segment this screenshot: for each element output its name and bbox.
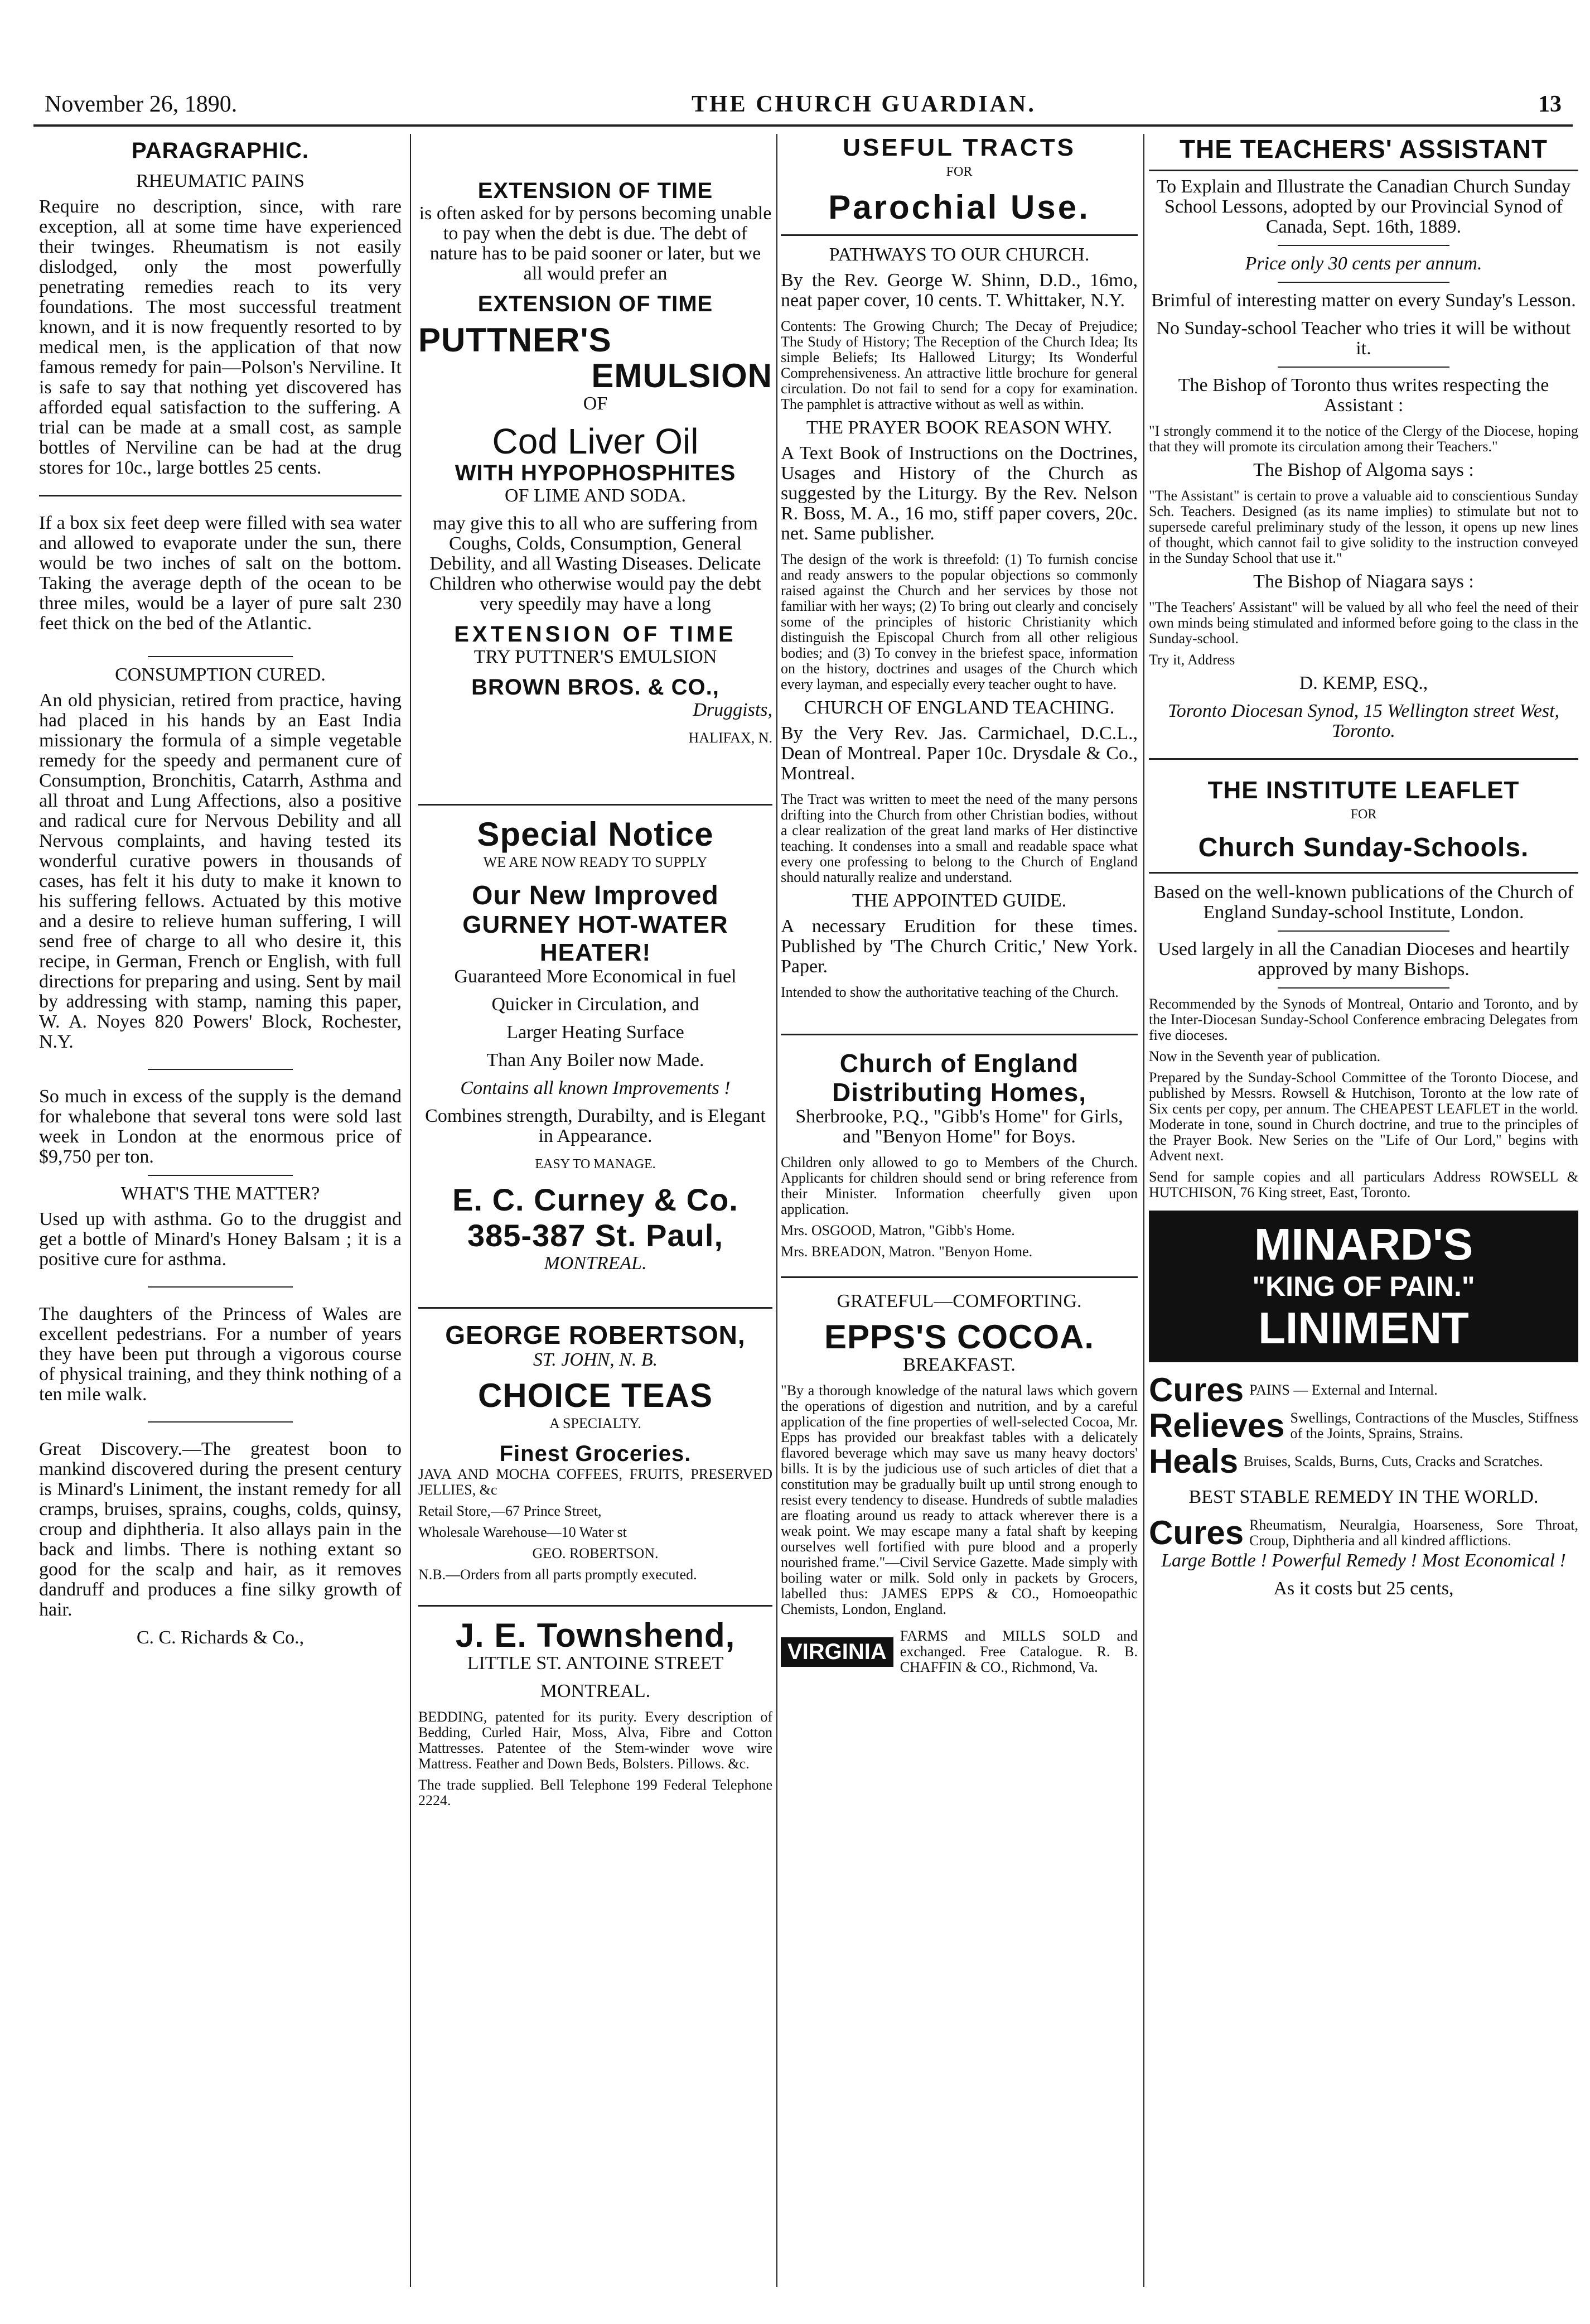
divider (418, 804, 772, 806)
remedy-text: Swellings, Contractions of the Muscles, Stiffness of the Joints, Sprains, Strains. (1290, 1410, 1578, 1441)
remedy-word: Cures (1149, 1371, 1244, 1409)
divider (148, 1175, 293, 1176)
tract-text: By the Very Rev. Jas. Carmichael, D.C.L., Dean of Montreal. Paper 10c. Drysdale & Co., Montreal. (781, 723, 1138, 784)
ad-text: Larger Heating Surface (506, 1022, 684, 1043)
ad-text: The Bishop of Algoma says : (1253, 460, 1474, 480)
ad-text: may give this to all who are suffering from Coughs, Colds, Consumption, General Debility, and all Wasting Diseases. Delicate Children who otherwise would pay the debt very speedily may have a long (429, 513, 761, 614)
remedy-row (1149, 1408, 1578, 1444)
remedy-text: Bruises, Scalds, Burns, Cuts, Cracks and Scratches. (1244, 1453, 1543, 1469)
ad-text: BEDDING, patented for its purity. Every description of Bedding, Curled Hair, Moss, Alva, Fibre and Cotton Mattresses. Patentee of the Stem-winder wove wire Mattress. Feather and Down Beds, Bolsters. Pillows. &c. (418, 1709, 772, 1772)
ad-text: "The Assistant" is certain to prove a valuable aid to conscientious Sunday Sch. Teachers. Designed (as its name implies) to stimulate but not to supersede careful preliminary study of the lesson, it opens up new lines of thought, which cannot fail to give solidity to the instruction conveyed in the Sunday School that use it." (1149, 488, 1578, 566)
address: LITTLE ST. ANTOINE STREET (467, 1653, 724, 1674)
tract-title: CHURCH OF ENGLAND TEACHING. (804, 697, 1115, 718)
ad-heading: Our New Improved (472, 881, 719, 910)
ad-heading: EXTENSION OF TIME (477, 179, 713, 203)
divider (781, 1034, 1138, 1035)
advertiser-name: E. C. Curney & Co. (452, 1182, 738, 1217)
divider (1278, 282, 1449, 283)
article-text: So much in excess of the supply is the demand for whalebone that several tons were sold last week in London at the enormous price of $9,750 per ton. (39, 1086, 402, 1167)
ad-text: Wholesale Warehouse—10 Water st (418, 1524, 627, 1540)
ad-text: EASY TO MANAGE. (535, 1157, 656, 1171)
ad-text: "By a thorough knowledge of the natural laws which govern the operations of digestion and nutrition, and by a careful application of the fine properties of well-selected Cocoa, Mr. Epps has provided our breakfast tables with a delicately flavored beverage which may save us many heavy doctors' bills. It is by the judicious use of such articles of diet that a constitution may be gradually built up until strong enough to resist every tendency to disease. Hundreds of subtle maladies are floating around us ready to attack wherever there is a weak point. We may escape many a fatal shaft by keeping ourselves well fortified with pure blood and a properly nourished frame."—Civil Service Gazette. Made simply with boiling water or milk. Sold only in packets by Grocers, labelled thus: JAMES EPPS & CO., Homoeopathic Chemists, London, England. (781, 1382, 1138, 1617)
ad-text: Toronto Diocesan Synod, 15 Wellington street West, Toronto. (1167, 701, 1560, 741)
section-heading: PARAGRAPHIC. (132, 138, 309, 163)
ad-text: To Explain and Illustrate the Canadian Church Sunday School Lessons, adopted by our Provincial Synod of Canada, Sept. 16th, 1889. (1156, 176, 1571, 237)
ad-text: As it costs but 25 cents, (1273, 1578, 1454, 1599)
remedy-text: PAINS — External and Internal. (1249, 1382, 1438, 1398)
column-ads-1 (418, 134, 772, 2298)
ad-text: Try it, Address (1149, 652, 1235, 668)
remedy-word: Relieves (1149, 1407, 1285, 1444)
divider (1278, 930, 1449, 932)
article-text: An old physician, retired from practice, having had placed in his hands by an East India missionary the formula of a simple vegetable remedy for the speedy and permanent cure of Consumption, Bronchitis, Catarrh, Asthma and all throat and Lung Affections, also a positive and radical cure for Nervous Debility and all Nervous complaints, and having tested its wonderful curative powers in thousands of cases, has felt it his duty to make it known to his suffering fellows. Actuated by this motive and a desire to relieve human suffering, I will send free of charge to all who desire it, this recipe, in German, French or English, with full directions for preparing and using. Sent by mail by addressing with stamp, naming this paper, W. A. Noyes 820 Powers' Block, Rochester, N.Y. (39, 690, 402, 1052)
tract-title: THE PRAYER BOOK REASON WHY. (806, 417, 1113, 438)
divider (39, 495, 402, 496)
ad-text: FARMS and MILLS SOLD and exchanged. Free Catalogue. R. B. CHAFFIN & CO., Richmond, Va. (900, 1628, 1138, 1675)
remedy-word: Heals (1149, 1443, 1239, 1480)
ad-heading: VIRGINIA (781, 1637, 893, 1667)
remedy-row (1149, 1444, 1578, 1479)
ad-text: HALIFAX, N. (688, 730, 772, 746)
ad-text: GRATEFUL—COMFORTING. (837, 1291, 1082, 1312)
ad-text: Used largely in all the Canadian Dioceses and heartily approved by many Bishops. (1158, 939, 1569, 980)
divider (418, 1605, 772, 1607)
advertiser-name: BROWN BROS. & CO., (471, 675, 719, 700)
issue-date: November 26, 1890. (45, 91, 238, 117)
divider (1149, 872, 1578, 874)
ad-text: Druggists, (693, 700, 772, 720)
ad-text: OF (583, 393, 608, 414)
article-text: Require no description, since, with rare exception, all at some time have experienced their twinges. Rheumatism is not easily dislodged, only the most powerfully penetrating remedies reach to its very foundations. The most successful treatment known, and it is now frequently resorted to by medical men, is the application of that now famous remedy for pain—Polson's Nerviline. It is safe to say that nothing yet discovered has afforded equal satisfaction to the suffering. A trial can be made at a small cost, as sample bottles of Nerviline can be had at the drug stores for 10c., large bottles 25 cents. (39, 196, 402, 478)
tract-title: PATHWAYS TO OUR CHURCH. (829, 244, 1090, 265)
divider (1278, 987, 1449, 989)
divider (1149, 758, 1578, 760)
article-heading: WHAT'S THE MATTER? (120, 1183, 320, 1204)
ad-text: FOR (1350, 807, 1377, 822)
ad-heading: WITH HYPOPHOSPHITES (455, 461, 736, 485)
ad-text: D. KEMP, ESQ., (1299, 673, 1428, 693)
page-number: 13 (1538, 91, 1562, 117)
divider (148, 656, 293, 657)
ad-text: Send for sample copies and all particulars Address ROWSELL & HUTCHISON, 76 King street, East, Toronto. (1149, 1169, 1578, 1200)
tract-contents: Contents: The Growing Church; The Decay of Prejudice; The Study of History; The Reception of the Church Idea; Its simple Beliefs; Its Hallowed Liturgy; Its Wonderful Comprehensiveness. An attractive little brochure for general circulation. Do not fail to send for a copy for examination. The pamphlet is attractive without as well as within. (781, 318, 1138, 412)
tract-title: THE APPOINTED GUIDE. (852, 890, 1067, 911)
ad-text: N.B.—Orders from all parts promptly executed. (418, 1566, 697, 1583)
newspaper-title: THE CHURCH GUARDIAN. (692, 91, 1036, 117)
ad-heading: THE INSTITUTE LEAFLET (1207, 777, 1520, 804)
logo-text: MINARD'S (1254, 1219, 1473, 1269)
divider (1149, 170, 1578, 171)
article-text: Used up with asthma. Go to the druggist and get a bottle of Minard's Honey Balsam ; it is a positive cure for asthma. (39, 1209, 402, 1270)
column-ads-2 (1149, 134, 1578, 2298)
ad-text: Prepared by the Sunday-School Committee of the Toronto Diocese, and published by Messrs. Rowsell & Hutchison, Toronto at the low rate of Six cents per copy, per annum. The CHEAPEST LEAFLET in the world. Moderate in tone, sound in Church doctrine, and true to the principles of the Prayer Book. New Series on the "Life of Our Lord," begins with Advent next. (1149, 1069, 1578, 1164)
ad-text: Children only allowed to go to Members of the Church. Applicants for children should send or bring reference from their Minister. Information cheerfully given upon application. (781, 1154, 1138, 1217)
ad-heading: CHOICE TEAS (477, 1377, 713, 1414)
divider (148, 1421, 293, 1423)
ad-text: BEST STABLE REMEDY IN THE WORLD. (1188, 1487, 1539, 1507)
brand-name: PUTTNER'S (418, 321, 612, 359)
article-text: The daughters of the Princess of Wales are excellent pedestrians. For a number of years they have been put through a vigorous course of physical training, and they think nothing of a ten mile walk. (39, 1304, 402, 1405)
ad-text: Mrs. BREADON, Matron. "Benyon Home. (781, 1243, 1033, 1260)
ad-heading: EPPS'S COCOA. (824, 1318, 1095, 1356)
ad-text: A SPECIALTY. (549, 1415, 641, 1431)
ad-text: Guaranteed More Economical in fuel (454, 966, 737, 987)
ad-text: OF LIME AND SODA. (505, 485, 686, 506)
signature: C. C. Richards & Co., (136, 1627, 305, 1648)
ad-text: Than Any Boiler now Made. (486, 1050, 704, 1071)
ad-text: Sherbrooke, P.Q., "Gibb's Home" for Girls, and "Benyon Home" for Boys. (795, 1106, 1123, 1147)
ad-heading: Finest Groceries. (499, 1441, 692, 1466)
minards-liniment-logo (1149, 1211, 1578, 1362)
tract-text: By the Rev. George W. Shinn, D.D., 16mo, neat paper cover, 10 cents. T. Whittaker, N.Y. (781, 270, 1138, 311)
remedy-word: Cures (1149, 1514, 1244, 1551)
ad-text: Contains all known Improvements ! (460, 1078, 731, 1098)
ad-text: The trade supplied. Bell Telephone 199 Federal Telephone 2224. (418, 1777, 772, 1809)
ad-text: The Bishop of Niagara says : (1253, 571, 1474, 592)
address: 385-387 St. Paul, (467, 1218, 723, 1253)
logo-text: LINIMENT (1258, 1303, 1469, 1353)
ad-text: WE ARE NOW READY TO SUPPLY (483, 854, 708, 870)
article-heading: RHEUMATIC PAINS (136, 171, 305, 191)
ad-heading: THE TEACHERS' ASSISTANT (1179, 134, 1548, 163)
ad-text: Retail Store,—67 Prince Street, (418, 1503, 602, 1519)
ad-heading: Special Notice (477, 816, 714, 853)
advertiser-name: J. E. Townshend, (455, 1617, 736, 1654)
ad-text: FOR (946, 165, 973, 179)
column-divider (776, 134, 777, 2287)
divider (148, 1069, 293, 1070)
ad-text: MONTREAL. (544, 1253, 647, 1274)
remedy-row (1149, 1372, 1578, 1408)
ad-text: Price only 30 cents per annum. (1245, 253, 1482, 274)
tract-text: A necessary Erudition for these times. Published by 'The Church Critic,' New York. Paper. (781, 916, 1138, 977)
ad-text: ST. JOHN, N. B. (533, 1349, 658, 1370)
ad-heading: Church Sunday-Schools. (1198, 833, 1529, 862)
tract-contents: The Tract was written to meet the need of the many persons drifting into the Church from other Christian bodies, without a clear realization of the great land marks of Her distinctive teaching. It condenses into a small and readable space what every one professing to belong to the Church of England should naturally realize and understand. (781, 791, 1138, 885)
ad-heading: EXTENSION OF TIME (477, 292, 713, 316)
ad-heading: USEFUL TRACTS (843, 134, 1076, 161)
tract-contents: The design of the work is threefold: (1) To furnish concise and ready answers to the popular objections so commonly raised against the Church and her services by those not familiar with her ways; (2) To bring out clearly and concisely some of the principles of historic Christianity which distinguish the Episcopal Church from all other religious bodies; and (3) To convey in the briefest space, information on the history, doctrines and usages of the Church which every layman, and especially every teacher ought to have. (781, 551, 1138, 692)
ad-text: Quicker in Circulation, and (491, 994, 699, 1015)
ad-text: Combines strength, Durabilty, and is Elegant in Appearance. (425, 1106, 766, 1146)
divider (781, 1276, 1138, 1278)
column-tracts (781, 134, 1138, 2298)
ad-text: TRY PUTTNER'S EMULSION (473, 647, 717, 667)
divider (418, 1307, 772, 1309)
ad-text: The Bishop of Toronto thus writes respecting the Assistant : (1178, 375, 1549, 416)
brand-name: EMULSION (591, 357, 772, 394)
ad-heading: GURNEY HOT-WATER HEATER! (462, 911, 728, 966)
column-paragraphic (39, 134, 402, 2298)
ad-heading: Parochial Use. (828, 189, 1090, 226)
ad-text: "I strongly commend it to the notice of the Clergy of the Diocese, hoping that they will promote its circulation among their Teachers." (1149, 423, 1578, 455)
ad-text: is often asked for by persons becoming unable to pay when the debt is due. The debt of nature has to be paid sooner or later, but we all would prefer an (419, 203, 772, 284)
ad-heading: EXTENSION OF TIME (454, 622, 737, 647)
page-header (33, 86, 1573, 127)
tract-contents: Intended to show the authoritative teaching of the Church. (781, 984, 1119, 1000)
tract-text: A Text Book of Instructions on the Doctrines, Usages and History of the Church as suggested by the Liturgy. By the Rev. Nelson R. Boss, M. A., 16 mo, stiff paper covers, 20c. net. Same publisher. (781, 443, 1138, 544)
divider (781, 234, 1138, 236)
ad-text: GEO. ROBERTSON. (532, 1545, 659, 1561)
ad-text: Based on the well-known publications of the Church of England Sunday-school Institute, London. (1153, 882, 1574, 923)
column-divider (1143, 134, 1144, 2287)
article-heading: CONSUMPTION CURED. (115, 664, 326, 685)
ad-text: JAVA AND MOCHA COFFEES, FRUITS, PRESERVED JELLIES, &c (418, 1466, 772, 1498)
remedy-text: Rheumatism, Neuralgia, Hoarseness, Sore Throat, Croup, Diphtheria and all kindred afflictions. (1249, 1517, 1578, 1549)
logo-text: "KING OF PAIN." (1252, 1271, 1475, 1302)
divider (148, 1286, 293, 1288)
remedy-row (1149, 1515, 1578, 1551)
ad-text: No Sunday-school Teacher who tries it will be without it. (1156, 318, 1571, 359)
virginia-ad (781, 1628, 1138, 1675)
ad-text: Brimful of interesting matter on every Sunday's Lesson. (1151, 290, 1576, 311)
ad-text: Large Bottle ! Powerful Remedy ! Most Economical ! (1161, 1550, 1566, 1571)
ad-text: BREAKFAST. (903, 1354, 1016, 1375)
ad-text: "The Teachers' Assistant" will be valued by all who feel the need of their own minds being stimulated and informed before going to the class in the Sunday-school. (1149, 599, 1578, 647)
article-text: If a box six feet deep were filled with sea water and allowed to evaporate under the sun, there would be two inches of salt on the bottom. Taking the average depth of the ocean to be three miles, would be a layer of pure salt 230 feet thick on the bed of the Atlantic. (39, 513, 402, 634)
product-name: Cod Liver Oil (492, 421, 699, 461)
advertiser-name: GEORGE ROBERTSON, (445, 1320, 746, 1349)
ad-text: Mrs. OSGOOD, Matron, "Gibb's Home. (781, 1222, 1015, 1238)
article-text: Great Discovery.—The greatest boon to mankind discovered during the present century is Minard's Liniment, the instant remedy for all cramps, bruises, sprains, coughs, colds, quinsy, croup and diphtheria. It also allays pain in the back and limbs. There is nothing extant so good for the scalp and hair, as it removes dandruff and produces a fine silky growth of hair. (39, 1439, 402, 1620)
column-divider (410, 134, 411, 2287)
ad-heading: Church of England Distributing Homes, (832, 1049, 1087, 1107)
divider (1278, 245, 1449, 246)
ad-text: MONTREAL. (540, 1681, 651, 1701)
ad-text: Recommended by the Synods of Montreal, Ontario and Toronto, and by the Inter-Diocesan Sunday-School Conference embracing Delegates from five dioceses. (1149, 996, 1578, 1043)
divider (1278, 367, 1449, 368)
ad-text: Now in the Seventh year of publication. (1149, 1048, 1381, 1064)
